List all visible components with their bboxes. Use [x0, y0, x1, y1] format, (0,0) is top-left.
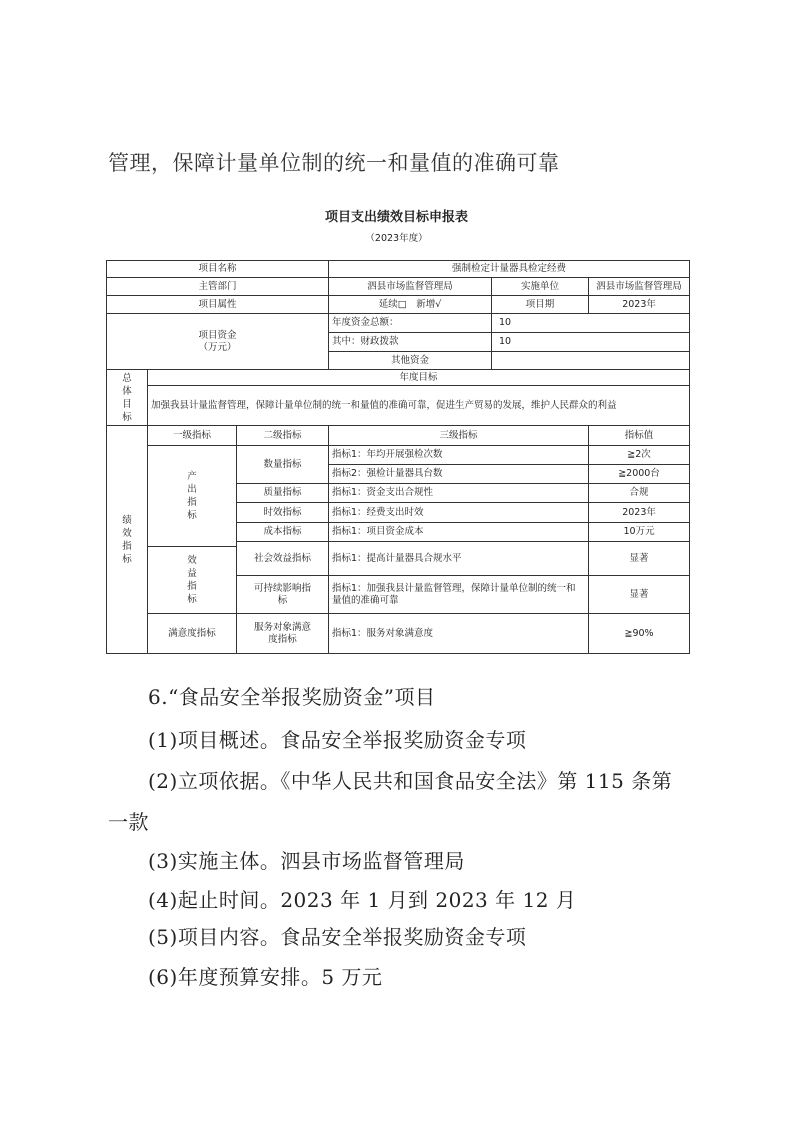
- project-name-value: 强制检定计量器具检定经费: [329, 261, 690, 278]
- paragraph: (6)年度预算安排。5 万元: [148, 965, 383, 989]
- perf-label: 绩效指标: [122, 514, 132, 565]
- fiscal-label: 其中：财政拨款: [329, 333, 492, 352]
- annual-total-label: 年度资金总额：: [329, 314, 492, 333]
- table-row: [107, 314, 690, 333]
- row-val: 2023年: [589, 503, 690, 523]
- annual-goal-label: 年度目标: [148, 370, 690, 386]
- annual-total-value: 10: [492, 314, 690, 333]
- benefit-label-cell: [148, 547, 237, 614]
- table-row: [107, 386, 690, 426]
- benefit-label: 效益指标: [187, 555, 197, 605]
- funds-unit: （万元）: [198, 341, 237, 353]
- intro-line: 管理，保障计量单位制的统一和量值的准确可靠: [108, 151, 560, 175]
- row-l2: 数量指标: [237, 446, 329, 484]
- impl-value: 泗县市场监督管理局: [589, 278, 690, 296]
- table-title: 项目支出绩效目标申报表: [324, 210, 468, 225]
- row-l3: 指标1：经费支出时效: [329, 503, 589, 523]
- table-row: [107, 426, 690, 446]
- col-val: 指标值: [589, 426, 690, 446]
- satisfaction-label: 满意度指标: [148, 614, 237, 654]
- other-label: 其他资金: [329, 352, 492, 370]
- fiscal-value: 10: [492, 333, 690, 352]
- row-l2: 服务对象满意度指标: [237, 614, 329, 654]
- attr-value: 延续□ 新增√: [329, 296, 492, 314]
- row-l3: 指标1：资金支出合规性: [329, 484, 589, 503]
- output-label-cell: [148, 446, 237, 547]
- dept-label: 主管部门: [107, 278, 329, 296]
- section-heading: 6.“食品安全举报奖励资金”项目: [148, 685, 436, 709]
- table-row: [107, 278, 690, 296]
- other-value: [492, 352, 690, 370]
- row-val: 合规: [589, 484, 690, 503]
- paragraph: 一款: [108, 810, 149, 834]
- funds-label: 项目资金: [198, 329, 237, 341]
- overall-goal-label: 总体目标: [122, 372, 132, 423]
- paragraph: (4)起止时间。2023 年 1 月到 2023 年 12 月: [148, 888, 577, 912]
- impl-label: 实施单位: [492, 278, 589, 296]
- table-row: [107, 261, 690, 278]
- attr-label: 项目属性: [107, 296, 329, 314]
- row-l3: 指标1：服务对象满意度: [329, 614, 589, 654]
- row-l3: 指标1：加强我县计量监督管理，保障计量单位制的统一和量值的准确可靠: [329, 576, 589, 614]
- annual-goal-text: 加强我县计量监督管理，保障计量单位制的统一和量值的准确可靠，促进生产贸易的发展，维护人民群众的利益: [148, 386, 690, 426]
- row-val: ≧2000台: [589, 465, 690, 484]
- row-l3: 指标1：提高计量器具合规水平: [329, 542, 589, 576]
- period-label: 项目期: [492, 296, 589, 314]
- col-l1: 一级指标: [148, 426, 237, 446]
- perf-label-cell: [107, 426, 148, 654]
- row-val: ≧2次: [589, 446, 690, 465]
- paragraph: (1)项目概述。食品安全举报奖励资金专项: [148, 728, 527, 752]
- dept-value: 泗县市场监督管理局: [329, 278, 492, 296]
- row-l3: 指标1：年均开展强检次数: [329, 446, 589, 465]
- overall-goal-label-cell: [107, 370, 148, 426]
- col-l2: 二级指标: [237, 426, 329, 446]
- row-l2: 社会效益指标: [237, 542, 329, 576]
- col-l3: 三级指标: [329, 426, 589, 446]
- row-val: ≧90%: [589, 614, 690, 654]
- row-l2: 成本指标: [237, 523, 329, 542]
- table-row: [107, 296, 690, 314]
- funds-label-cell: [107, 314, 329, 370]
- row-l2: 质量指标: [237, 484, 329, 503]
- project-name-label: 项目名称: [107, 261, 329, 278]
- row-val: 10万元: [589, 523, 690, 542]
- row-val: 显著: [589, 576, 690, 614]
- row-l3: 指标1：项目资金成本: [329, 523, 589, 542]
- paragraph: (5)项目内容。食品安全举报奖励资金专项: [148, 925, 527, 949]
- period-value: 2023年: [589, 296, 690, 314]
- table-row: [107, 614, 690, 654]
- row-l2: 时效指标: [237, 503, 329, 523]
- row-l2: 可持续影响指标: [237, 576, 329, 614]
- row-l3: 指标2：强检计量器具台数: [329, 465, 589, 484]
- performance-table: [106, 260, 690, 654]
- output-label: 产出指标: [187, 471, 197, 521]
- table-row: [107, 446, 690, 465]
- paragraph: (3)实施主体。泗县市场监督管理局: [148, 849, 465, 873]
- row-val: 显著: [589, 542, 690, 576]
- table-year: （2023年度）: [365, 233, 428, 244]
- table-row: [107, 370, 690, 386]
- paragraph: (2)立项依据。《中华人民共和国食品安全法》第 115 条第: [148, 769, 673, 793]
